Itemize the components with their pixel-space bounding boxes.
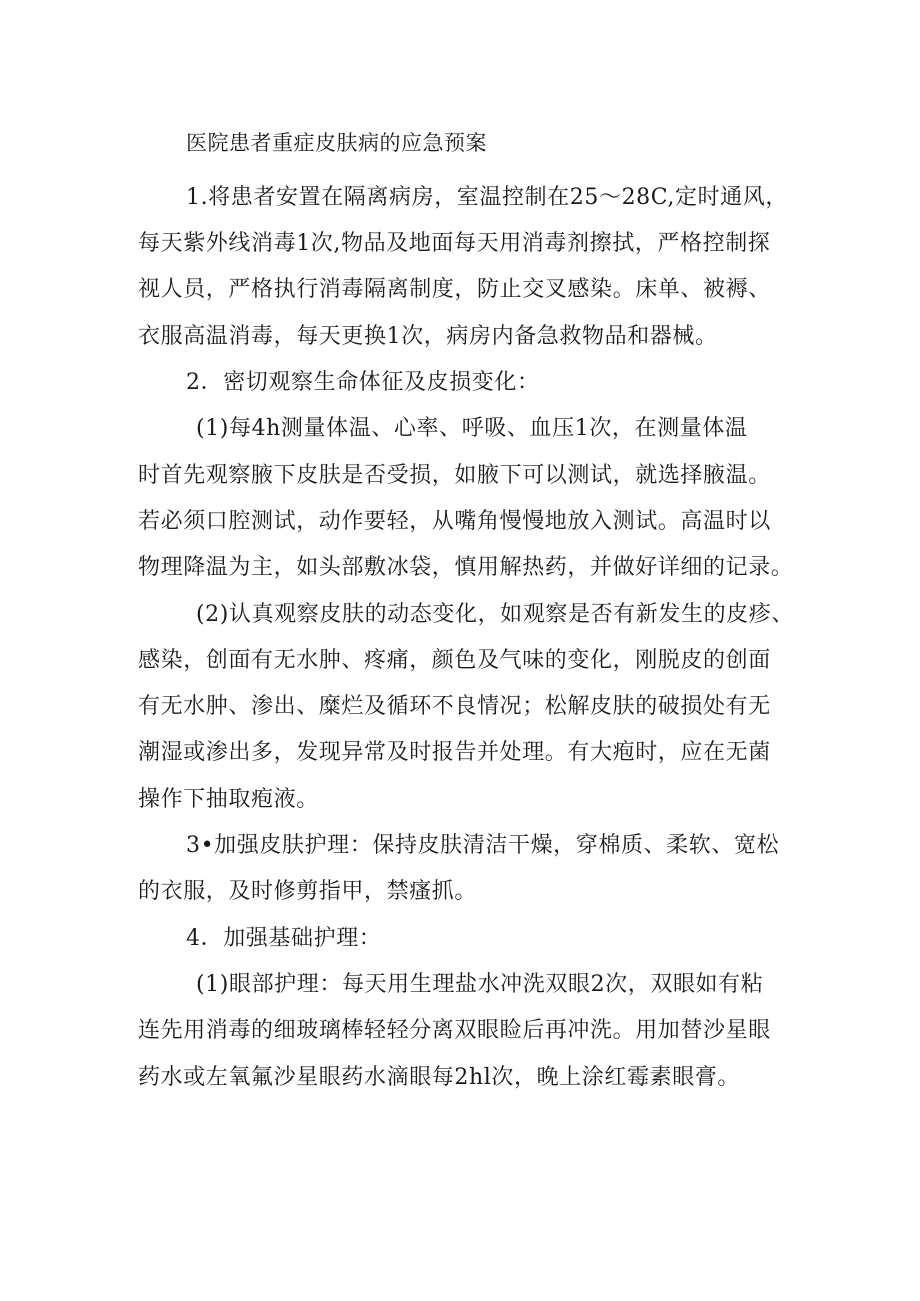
paragraph-line: 若必须口腔测试，动作要轻，从嘴角慢慢地放入测试。高温时以 [138, 509, 771, 534]
document-title: 医院患者重症皮肤病的应急预案 [186, 131, 487, 155]
paragraph-line: 时首先观察腋下皮肤是否受损，如腋下可以测试，就选择腋温。 [138, 463, 771, 488]
paragraph-line: 有无水肿、渗出、糜烂及循环不良情况；松解皮肤的破损处有无 [138, 694, 771, 719]
paragraph-line: 2．密切观察生命体征及皮损变化： [186, 370, 540, 395]
paragraph-line: (1)眼部护理：每天用生理盐水冲洗双眼2次，双眼如有粘 [196, 972, 764, 997]
paragraph-line: 的衣服，及时修剪指甲，禁瘙抓。 [138, 879, 478, 904]
paragraph-line: 操作下抽取疱液。 [138, 787, 319, 812]
paragraph-line: 1.将患者安置在隔离病房，室温控制在25～28C,定时通风， [186, 185, 789, 210]
paragraph-line: 物理降温为主，如头部敷冰袋，慎用解热药，并做好详细的记录。 [138, 555, 794, 580]
paragraph-line: 感染，创面有无水肿、疼痛，颜色及气味的变化，刚脱皮的创面 [138, 648, 771, 673]
paragraph-line: (1)每4h测量体温、心率、呼吸、血压1次，在测量体温 [196, 416, 748, 441]
paragraph-line: 药水或左氧氟沙星眼药水滴眼每2hl次，晚上涂红霉素眼膏。 [138, 1065, 741, 1090]
paragraph-line: 视人员，严格执行消毒隔离制度，防止交叉感染。床单、被褥、 [138, 277, 771, 302]
paragraph-line: 连先用消毒的细玻璃棒轻轻分离双眼睑后再冲洗。用加替沙星眼 [138, 1018, 771, 1043]
paragraph-line: 每天紫外线消毒1次,物品及地面每天用消毒剂擦拭，严格控制探 [138, 231, 771, 256]
paragraph-line: 衣服高温消毒，每天更换1次，病房内备急救物品和器械。 [138, 324, 718, 349]
paragraph-line: 4．加强基础护理： [186, 926, 382, 951]
paragraph-line: 3•加强皮肤护理：保持皮肤清洁干燥，穿棉质、柔软、宽松 [186, 833, 780, 858]
paragraph-line: 潮湿或渗出多，发现异常及时报告并处理。有大疱时，应在无菌 [138, 740, 771, 765]
paragraph-line: (2)认真观察皮肤的动态变化，如观察是否有新发生的皮疹、 [196, 602, 794, 627]
